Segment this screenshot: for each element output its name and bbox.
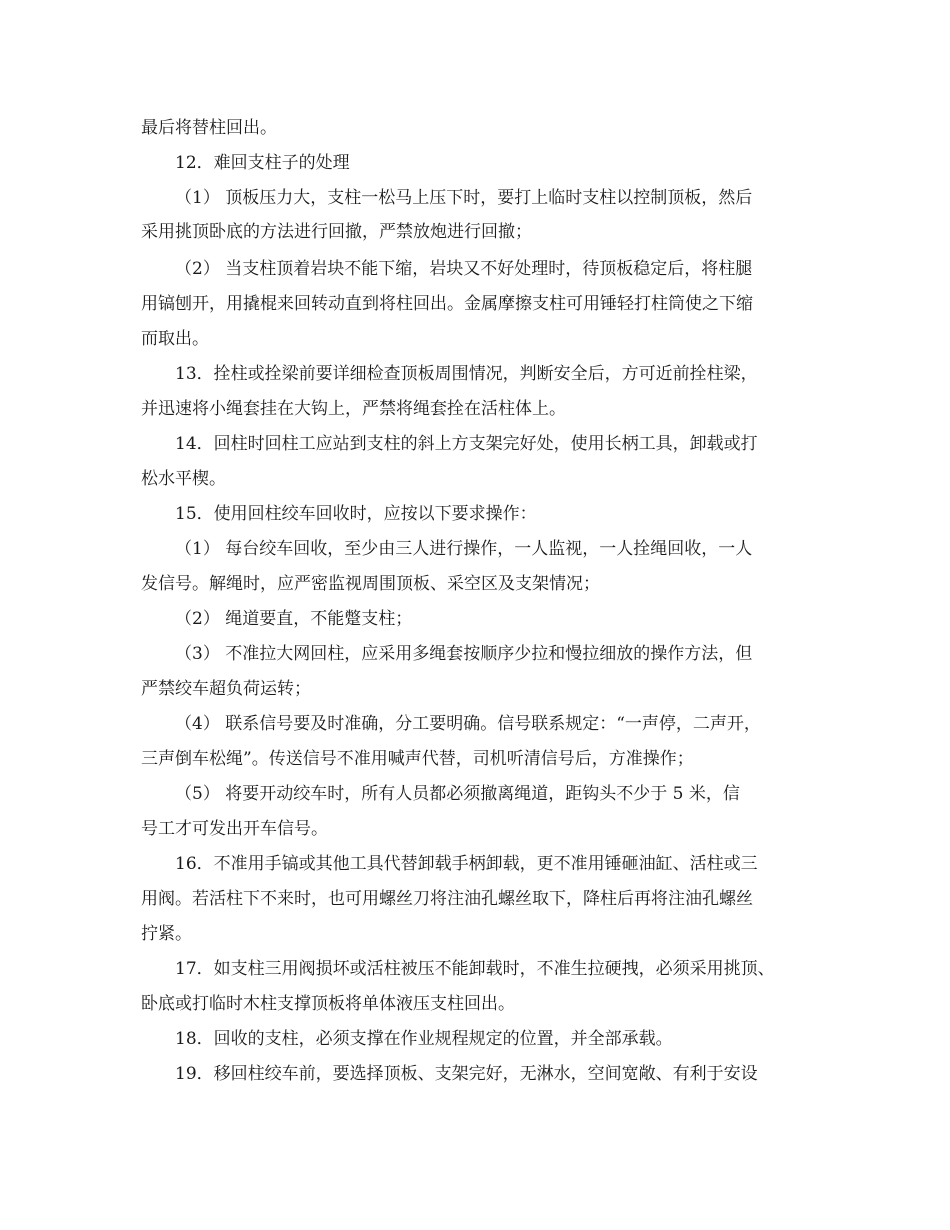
text-line: （2） 当支柱顶着岩块不能下缩，岩块又不好处理时，待顶板稳定后，将柱腿 [175,259,753,279]
text-line: 卧底或打临时木柱支撑顶板将单体液压支柱回出。 [141,994,515,1014]
text-line: 14．回柱时回柱工应站到支柱的斜上方支架完好处，使用长柄工具，卸载或打 [175,434,758,454]
text-line: 拧紧。 [141,924,192,944]
text-line: （5） 将要开动绞车时，所有人员都必须撤离绳道，距钩头不少于 5 米，信 [175,784,740,804]
text-line: 并迅速将小绳套挂在大钩上，严禁将绳套拴在活柱体上。 [141,399,566,419]
text-line: 16．不准用手镐或其他工具代替卸载手柄卸载，更不准用锤砸油缸、活柱或三 [175,854,758,874]
text-line: 用阀。若活柱下不来时，也可用螺丝刀将注油孔螺丝取下，降柱后再将注油孔螺丝 [141,889,753,909]
text-line: 采用挑顶卧底的方法进行回撤，严禁放炮进行回撤； [141,222,532,242]
text-line: 用镐刨开，用撬棍来回转动直到将柱回出。金属摩擦支柱可用锤轻打柱筒使之下缩 [141,294,753,314]
text-line: （1） 顶板压力大，支柱一松马上压下时，要打上临时支柱以控制顶板，然后 [175,188,753,208]
text-line: 最后将替柱回出。 [141,118,277,138]
text-line: 19．移回柱绞车前，要选择顶板、支架完好，无淋水，空间宽敞、有利于安设 [175,1064,758,1084]
text-line: 松水平楔。 [141,469,226,489]
text-line: 而取出。 [141,329,209,349]
text-line: 严禁绞车超负荷运转； [141,679,311,699]
section-heading: 12．难回支柱子的处理 [175,153,350,173]
text-line: （4） 联系信号要及时准确，分工要明确。信号联系规定：“一声停，二声开， [175,714,761,734]
text-line: （1） 每台绞车回收，至少由三人进行操作，一人监视，一人拴绳回收，一人 [175,539,753,559]
text-line: （2） 绳道要直，不能蹩支柱； [175,609,413,629]
text-line: 18．回收的支柱，必须支撑在作业规程规定的位置，并全部承载。 [175,1029,673,1049]
text-line: 15．使用回柱绞车回收时，应按以下要求操作： [175,504,537,524]
text-line: 号工才可发出开车信号。 [141,819,328,839]
text-line: （3） 不准拉大网回柱，应采用多绳套按顺序少拉和慢拉细放的操作方法，但 [175,644,753,664]
text-line: 17．如支柱三用阀损坏或活柱被压不能卸载时，不准生拉硬拽，必须采用挑顶、 [175,959,775,979]
text-line: 发信号。解绳时，应严密监视周围顶板、采空区及支架情况； [141,574,600,594]
text-line: 13．拴柱或拴梁前要详细检查顶板周围情况，判断安全后，方可近前拴柱梁， [175,364,758,384]
text-line: 三声倒车松绳”。传送信号不准用喊声代替，司机听清信号后，方准操作； [141,749,694,769]
